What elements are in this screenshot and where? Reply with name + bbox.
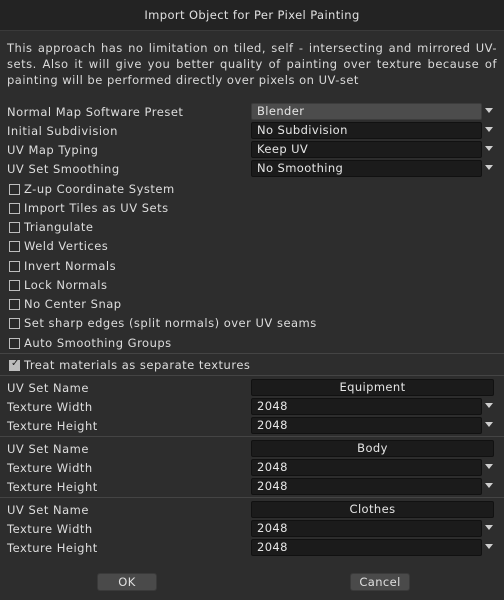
texture-height-dropdown[interactable]: 2048 [251,539,482,556]
texture-height-label: Texture Height [7,541,98,555]
checkbox-icon[interactable] [9,241,20,252]
uv-set-name-row [0,378,504,397]
checkbox-label: Treat materials as separate textures [24,358,251,372]
texture-width-row [0,458,504,477]
divider [0,436,504,437]
texture-width-dropdown[interactable]: 2048 [251,398,482,415]
chevron-down-icon[interactable] [485,146,493,151]
chevron-down-icon[interactable] [485,165,493,170]
texture-height-row [0,477,504,496]
dialog-title: Import Object for Per Pixel Painting [144,8,360,22]
initial-subdivision-label: Initial Subdivision [7,124,118,138]
chevron-down-icon[interactable] [485,127,493,132]
texture-height-dropdown[interactable]: 2048 [251,478,482,495]
checkbox-label: Import Tiles as UV Sets [24,201,169,215]
uv-set-name-label: UV Set Name [7,381,89,395]
chevron-down-icon[interactable] [485,422,493,427]
uv-set-name-input[interactable]: Body [251,440,494,457]
texture-width-row [0,397,504,416]
uv-map-typing-dropdown[interactable]: Keep UV [251,141,482,158]
initial-subdivision-dropdown[interactable]: No Subdivision [251,122,482,139]
checkbox-icon[interactable] [9,299,20,310]
texture-height-label: Texture Height [7,419,98,433]
uv-set-name-label: UV Set Name [7,442,89,456]
texture-width-dropdown[interactable]: 2048 [251,459,482,476]
checkbox-checked-icon[interactable]: ✓ [11,358,20,369]
texture-height-dropdown[interactable]: 2048 [251,417,482,434]
divider [0,353,504,354]
initial-subdivision-row [0,121,504,140]
uv-set-name-input[interactable]: Equipment [251,379,494,396]
checkbox-label: Set sharp edges (split normals) over UV seams [24,316,317,330]
checkbox-icon[interactable] [9,318,20,329]
uv-set-smoothing-row [0,159,504,178]
uv-set-name-row [0,500,504,519]
chevron-down-icon[interactable] [485,544,493,549]
checkbox-label: Auto Smoothing Groups [24,336,172,350]
checkbox-icon[interactable] [9,203,20,214]
chevron-down-icon[interactable] [485,403,493,408]
checkbox-label: Lock Normals [24,278,108,292]
chevron-down-icon[interactable] [485,525,493,530]
checkbox-icon[interactable] [9,184,20,195]
chevron-down-icon[interactable] [485,483,493,488]
texture-width-label: Texture Width [7,461,93,475]
checkbox-label: Invert Normals [24,259,117,273]
texture-width-dropdown[interactable]: 2048 [251,520,482,537]
uv-set-smoothing-dropdown[interactable]: No Smoothing [251,160,482,177]
checkbox-icon[interactable] [9,222,20,233]
checkbox-label: Z-up Coordinate System [24,182,175,196]
intro-text: This approach has no limitation on tiled, self - intersecting and mirrored UV-sets. Also it will give you better quality of painting over texture because of painting will be performed directly over pixels on UV-set [7,41,497,87]
uv-set-name-input[interactable]: Clothes [251,501,494,518]
normal-map-preset-label: Normal Map Software Preset [7,105,184,119]
ok-button[interactable]: OK [97,573,157,591]
normal-map-preset-dropdown[interactable]: Blender [251,103,482,120]
uv-map-typing-row [0,140,504,159]
texture-height-row [0,416,504,435]
checkbox-icon[interactable] [9,338,20,349]
chevron-down-icon[interactable] [485,464,493,469]
checkbox-icon[interactable] [9,261,20,272]
chevron-down-icon[interactable] [485,108,493,113]
texture-height-label: Texture Height [7,480,98,494]
uv-set-name-label: UV Set Name [7,503,89,517]
uv-set-name-row [0,439,504,458]
cancel-button[interactable]: Cancel [350,573,410,591]
normal-map-preset-row [0,102,504,121]
uv-set-smoothing-label: UV Set Smoothing [7,162,120,176]
checkbox-label: Weld Vertices [24,239,109,253]
texture-width-label: Texture Width [7,400,93,414]
divider [0,375,504,376]
texture-width-label: Texture Width [7,522,93,536]
checkbox-label: Triangulate [24,220,94,234]
texture-height-row [0,538,504,557]
checkbox-label: No Center Snap [24,297,122,311]
texture-width-row [0,519,504,538]
uv-map-typing-label: UV Map Typing [7,143,99,157]
checkbox-icon[interactable] [9,280,20,291]
title-bar [0,0,504,31]
divider [0,497,504,498]
